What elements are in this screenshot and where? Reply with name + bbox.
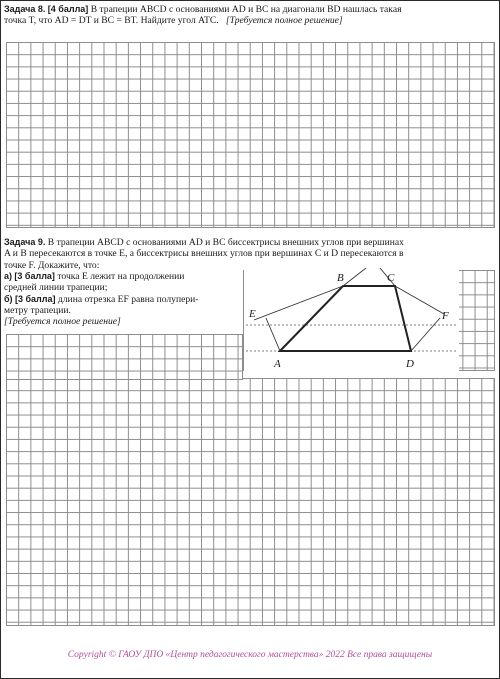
- label-e: E: [249, 308, 256, 320]
- bisector-c: [395, 286, 444, 314]
- problem-8-points: [4 балла]: [47, 4, 89, 14]
- problem-8-heading: Задача 8.: [4, 4, 46, 14]
- problem-9-line-1: В трапеции ABCD с основаниями AD и BC биссектрисы внешних углов при вершинах: [47, 237, 404, 248]
- problem-9-requirement: [Требуется полное решение]: [4, 316, 121, 328]
- answer-grid-problem-8[interactable]: [6, 42, 495, 228]
- trapezoid-abcd: [280, 286, 411, 351]
- bisector-b: [254, 286, 343, 320]
- bisector-d: [411, 318, 440, 351]
- problem-8-text: [4, 4, 402, 27]
- problem-9-line-3: точке F. Докажите, что:: [4, 259, 100, 271]
- trapezoid-figure: [244, 268, 459, 376]
- part-a-line-2: средней линии трапеции;: [4, 282, 108, 294]
- problem-8-line-1: В трапеции ABCD с основаниями AD и BC на диагонали BD нашлась такая: [90, 4, 402, 15]
- part-a-label: а): [4, 271, 13, 281]
- label-b: B: [337, 272, 344, 284]
- problem-8-requirement: [Требуется полное решение]: [225, 15, 343, 27]
- part-b-line-2: метру трапеции.: [4, 304, 71, 316]
- problem-9-heading: Задача 9.: [4, 237, 46, 247]
- bisector-a: [266, 318, 280, 351]
- part-a-line-1: точка E лежит на продолжении: [57, 271, 185, 282]
- extension-ab: [343, 268, 366, 286]
- label-a: A: [274, 358, 281, 370]
- label-c: C: [387, 272, 395, 284]
- part-b-line-1: длина отрезка EF равна полупери-: [57, 293, 199, 305]
- part-a-points: [3 балла]: [14, 271, 55, 281]
- part-b-label: б): [4, 293, 13, 304]
- copyright-footer: Copyright © ГАОУ ДПО «Центр педагогического мастерства» 2022 Все права защищены: [67, 650, 433, 660]
- part-b-points: [3 балла]: [14, 293, 56, 304]
- problem-9-text: [4, 237, 496, 271]
- label-d: D: [406, 358, 414, 370]
- answer-grid-problem-9-left[interactable]: [6, 334, 243, 380]
- problem-9-parts: [4, 271, 240, 327]
- answer-grid-problem-9[interactable]: [6, 378, 495, 626]
- problem-9-line-2: A и B пересекаются в точке E, а биссектрисы внешних углов при вершинах C и D пересекаются в: [4, 248, 404, 260]
- problem-8-line-2: точка T, что AD = DT и BC = BT. Найдите угол ATC.: [4, 15, 219, 27]
- label-f: F: [442, 310, 449, 322]
